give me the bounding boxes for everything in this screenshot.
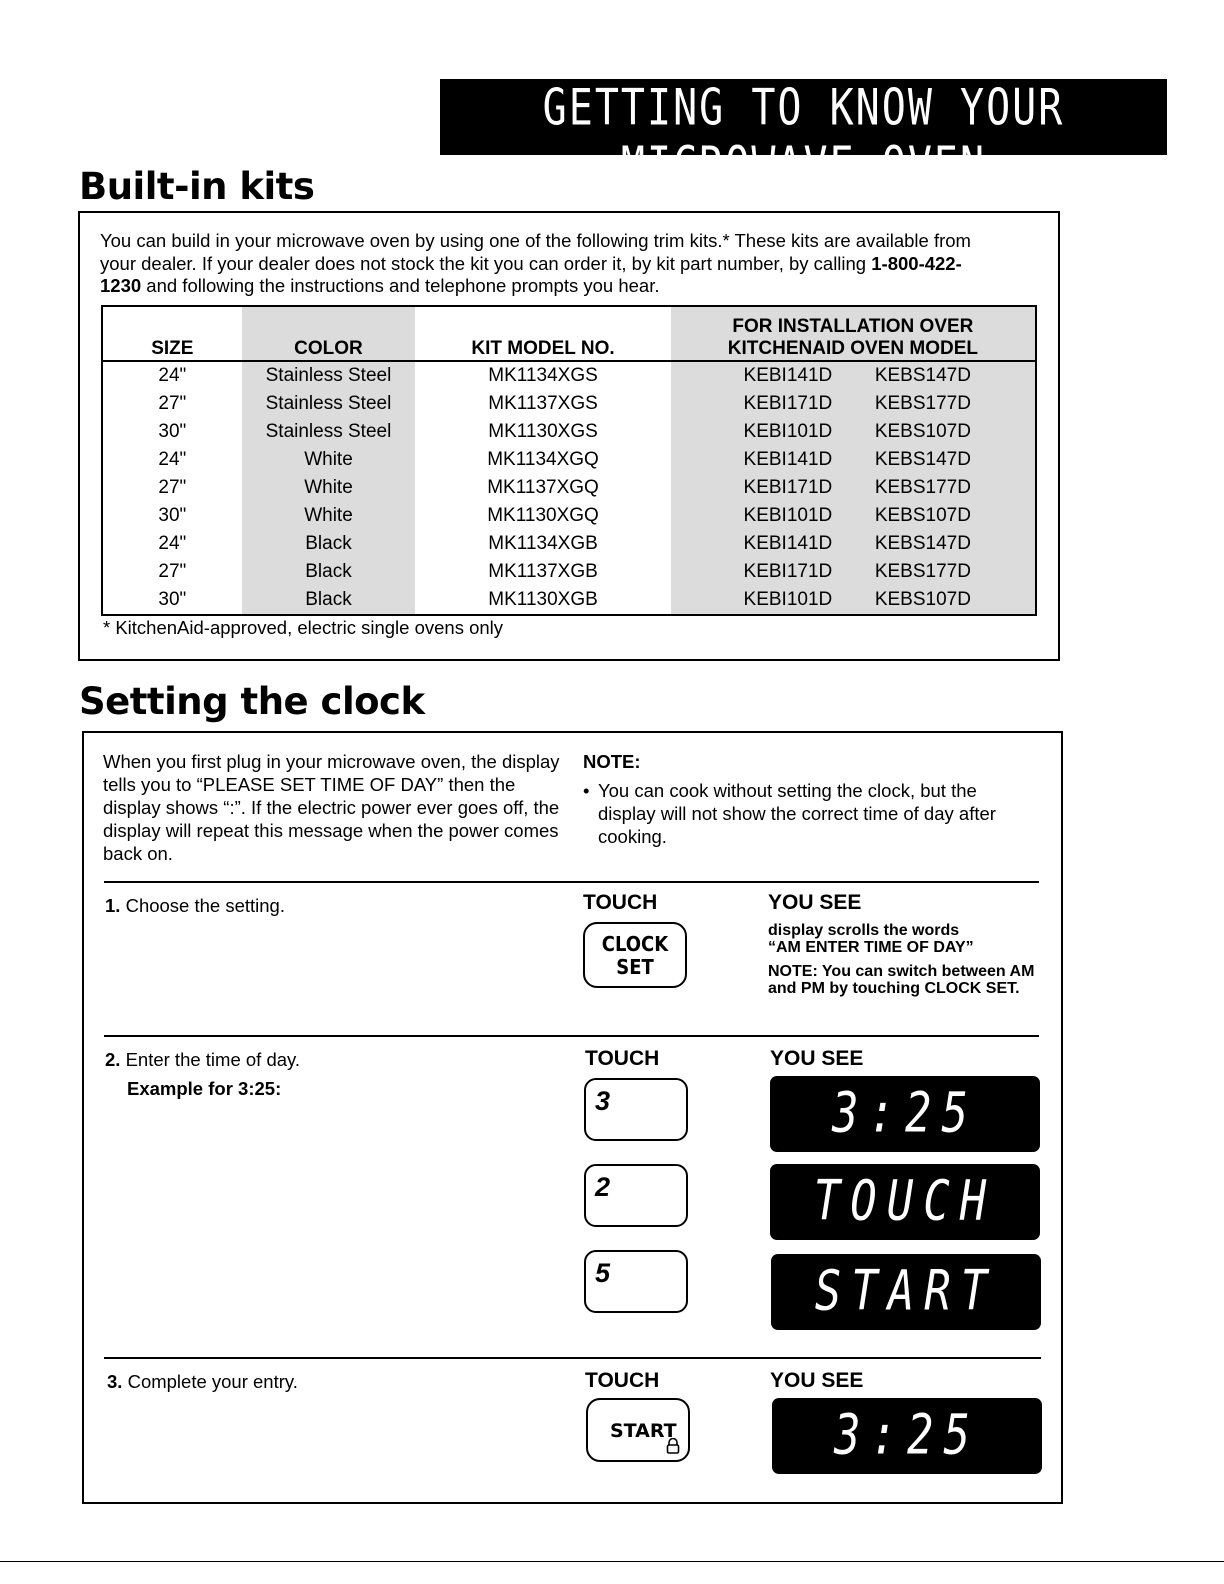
kit-model-cell: MK1130XGB <box>488 589 598 610</box>
kit-color-cell: Stainless Steel <box>242 418 416 446</box>
header-size: SIZE <box>102 306 242 361</box>
kit-size-cell: 24" <box>158 365 187 386</box>
kit-oven-model: KEBS107D <box>874 421 971 442</box>
kit-color-cell: White <box>242 446 416 474</box>
kit-model-cell: MK1137XGS <box>488 393 598 414</box>
kit-model-cell: MK1134XGS <box>488 365 598 386</box>
kits-footnote: * KitchenAid-approved, electric single ovens only <box>103 617 504 638</box>
kit-color-cell: White <box>242 474 416 502</box>
step1-see-note: NOTE: You can switch between AM and PM by touching CLOCK SET. <box>768 963 1035 997</box>
step1-see-line2: “AM ENTER TIME OF DAY” <box>768 939 974 956</box>
number-key-3[interactable] <box>584 1078 688 1141</box>
kit-color-cell: Stainless Steel <box>242 361 416 390</box>
step3-text: Complete your entry. <box>127 1371 298 1392</box>
kit-oven-model: KEBS177D <box>874 477 971 498</box>
kit-oven-model: KEBI141D <box>743 449 833 470</box>
clock-note-label: NOTE: <box>583 751 641 772</box>
clock-note-text: You can cook without setting the clock, but the display will not show the correct time of day after cooking. <box>598 780 996 847</box>
step1-yousee-label: YOU SEE <box>768 891 862 914</box>
kits-table-row <box>102 446 1036 474</box>
header-oven-line1: FOR INSTALLATION OVER <box>732 316 974 337</box>
kit-size-cell: 30" <box>158 421 187 442</box>
kit-oven-model: KEBS177D <box>874 561 971 582</box>
clock-set-key[interactable] <box>583 922 687 988</box>
step1-touch-label: TOUCH <box>583 891 658 914</box>
kit-size-cell: 30" <box>158 589 187 610</box>
kits-intro-text: You can build in your microwave oven by using one of the following trim kits.* These kits are available from your dealer. If your dealer does not stock the kit you can order it, by kit part number, by calling <box>100 230 971 274</box>
kit-oven-model: KEBI141D <box>743 365 833 386</box>
step3-num: 3. <box>107 1371 123 1392</box>
kit-size-cell: 27" <box>158 393 187 414</box>
kit-size-cell: 24" <box>158 449 187 470</box>
display-touch-text: TOUCH <box>813 1169 997 1234</box>
number-key-3-label: 3 <box>595 1086 611 1116</box>
start-key-label: START <box>610 1420 677 1442</box>
kit-oven-model: KEBI101D <box>743 505 833 526</box>
kit-model-cell: MK1130XGS <box>488 421 598 442</box>
step3-yousee-label: YOU SEE <box>770 1369 864 1392</box>
start-key[interactable] <box>586 1398 690 1462</box>
step1-text: Choose the setting. <box>125 895 285 916</box>
kit-oven-cell <box>671 558 1036 586</box>
kit-oven-model: KEBS177D <box>874 393 971 414</box>
kit-oven-model: KEBI141D <box>743 533 833 554</box>
banner-title: GETTING TO KNOW YOUR MICROWAVE OVEN <box>542 79 1065 195</box>
number-key-5-label: 5 <box>595 1258 611 1288</box>
kit-oven-cell <box>671 446 1036 474</box>
kits-table <box>101 305 1037 616</box>
number-key-2[interactable] <box>584 1164 688 1227</box>
kits-table-header <box>102 306 1036 361</box>
divider-2 <box>104 1035 1039 1037</box>
step1-num: 1. <box>105 895 121 916</box>
kit-color-cell: Stainless Steel <box>242 390 416 418</box>
kit-oven-cell <box>671 390 1036 418</box>
kit-size-cell: 24" <box>158 533 187 554</box>
kit-oven-cell <box>671 530 1036 558</box>
kit-size-cell: 30" <box>158 505 187 526</box>
kit-size-cell: 27" <box>158 477 187 498</box>
display-start-text: START <box>814 1259 998 1324</box>
header-kit: KIT MODEL NO. <box>415 306 670 361</box>
page-banner <box>440 79 1167 195</box>
kit-oven-model: KEBS147D <box>874 533 971 554</box>
kit-model-cell: MK1137XGQ <box>487 477 599 498</box>
kits-table-row <box>102 530 1036 558</box>
display-time <box>770 1076 1040 1152</box>
kits-table-row <box>102 474 1036 502</box>
kit-oven-cell <box>671 418 1036 446</box>
kits-table-row <box>102 558 1036 586</box>
kit-oven-model: KEBS147D <box>874 449 971 470</box>
kits-intro-tail: and following the instructions and telephone prompts you hear. <box>141 275 660 296</box>
display-start <box>771 1254 1041 1330</box>
kit-model-cell: MK1134XGQ <box>487 449 599 470</box>
number-key-5[interactable] <box>584 1250 688 1313</box>
kits-intro <box>100 230 1000 298</box>
kit-model-cell: MK1130XGQ <box>487 505 599 526</box>
display-final-time-text: 3:25 <box>834 1403 980 1468</box>
page-bottom-rule <box>0 1561 1224 1562</box>
kits-phone: 1-800-422-1230 <box>100 252 962 296</box>
step2-row <box>105 1048 300 1071</box>
kit-oven-model: KEBI171D <box>743 393 833 414</box>
kit-color-cell: Black <box>242 558 416 586</box>
kit-oven-model: KEBS107D <box>874 505 971 526</box>
kit-oven-cell <box>671 361 1036 390</box>
number-key-2-label: 2 <box>595 1172 611 1202</box>
kits-table-row <box>102 390 1036 418</box>
kit-oven-model: KEBI101D <box>743 421 833 442</box>
kit-oven-cell <box>671 586 1036 615</box>
kit-oven-model: KEBS107D <box>874 589 971 610</box>
clock-note-bullet: • <box>583 780 590 801</box>
step2-example: Example for 3:25: <box>127 1078 282 1099</box>
kits-table-row <box>102 361 1036 390</box>
kit-oven-model: KEBS147D <box>874 365 971 386</box>
kits-table-row <box>102 586 1036 615</box>
header-oven-line2: KITCHENAID OVEN MODEL <box>727 338 978 359</box>
kits-section-title: Built-in kits <box>79 165 315 208</box>
kit-oven-cell <box>671 474 1036 502</box>
step2-yousee-label: YOU SEE <box>770 1047 864 1070</box>
divider-3 <box>104 1357 1041 1359</box>
step2-touch-label: TOUCH <box>585 1047 660 1070</box>
header-oven <box>671 306 1036 361</box>
step2-text: Enter the time of day. <box>125 1049 301 1070</box>
kit-oven-model: KEBI171D <box>743 561 833 582</box>
display-final-time <box>772 1398 1042 1474</box>
step1-see-line1: display scrolls the words <box>768 922 960 939</box>
kit-color-cell: Black <box>242 586 416 615</box>
display-touch <box>770 1164 1040 1240</box>
clock-set-key-line2: SET <box>616 955 654 979</box>
header-color: COLOR <box>242 306 416 361</box>
kits-table-row <box>102 502 1036 530</box>
kit-model-cell: MK1137XGB <box>488 561 598 582</box>
clock-intro: When you first plug in your microwave oven, the display tells you to “PLEASE SET TIME OF DAY” then the display shows “:”. If the electric power ever goes off, the display will repeat this message when the power comes back on. <box>103 751 560 864</box>
step3-touch-label: TOUCH <box>585 1369 660 1392</box>
kits-table-row <box>102 418 1036 446</box>
kit-color-cell: White <box>242 502 416 530</box>
lock-icon <box>666 1438 680 1454</box>
step3-row <box>107 1370 298 1393</box>
kit-color-cell: Black <box>242 530 416 558</box>
kit-oven-cell <box>671 502 1036 530</box>
clock-set-key-line1: CLOCK <box>601 932 669 956</box>
clock-section-title: Setting the clock <box>79 680 425 723</box>
kit-size-cell: 27" <box>158 561 187 582</box>
kit-oven-model: KEBI101D <box>743 589 833 610</box>
step2-num: 2. <box>105 1049 121 1070</box>
step1-row <box>105 894 285 917</box>
kit-model-cell: MK1134XGB <box>488 533 598 554</box>
divider-1 <box>104 881 1039 883</box>
display-time-text: 3:25 <box>832 1081 978 1146</box>
kit-oven-model: KEBI171D <box>743 477 833 498</box>
